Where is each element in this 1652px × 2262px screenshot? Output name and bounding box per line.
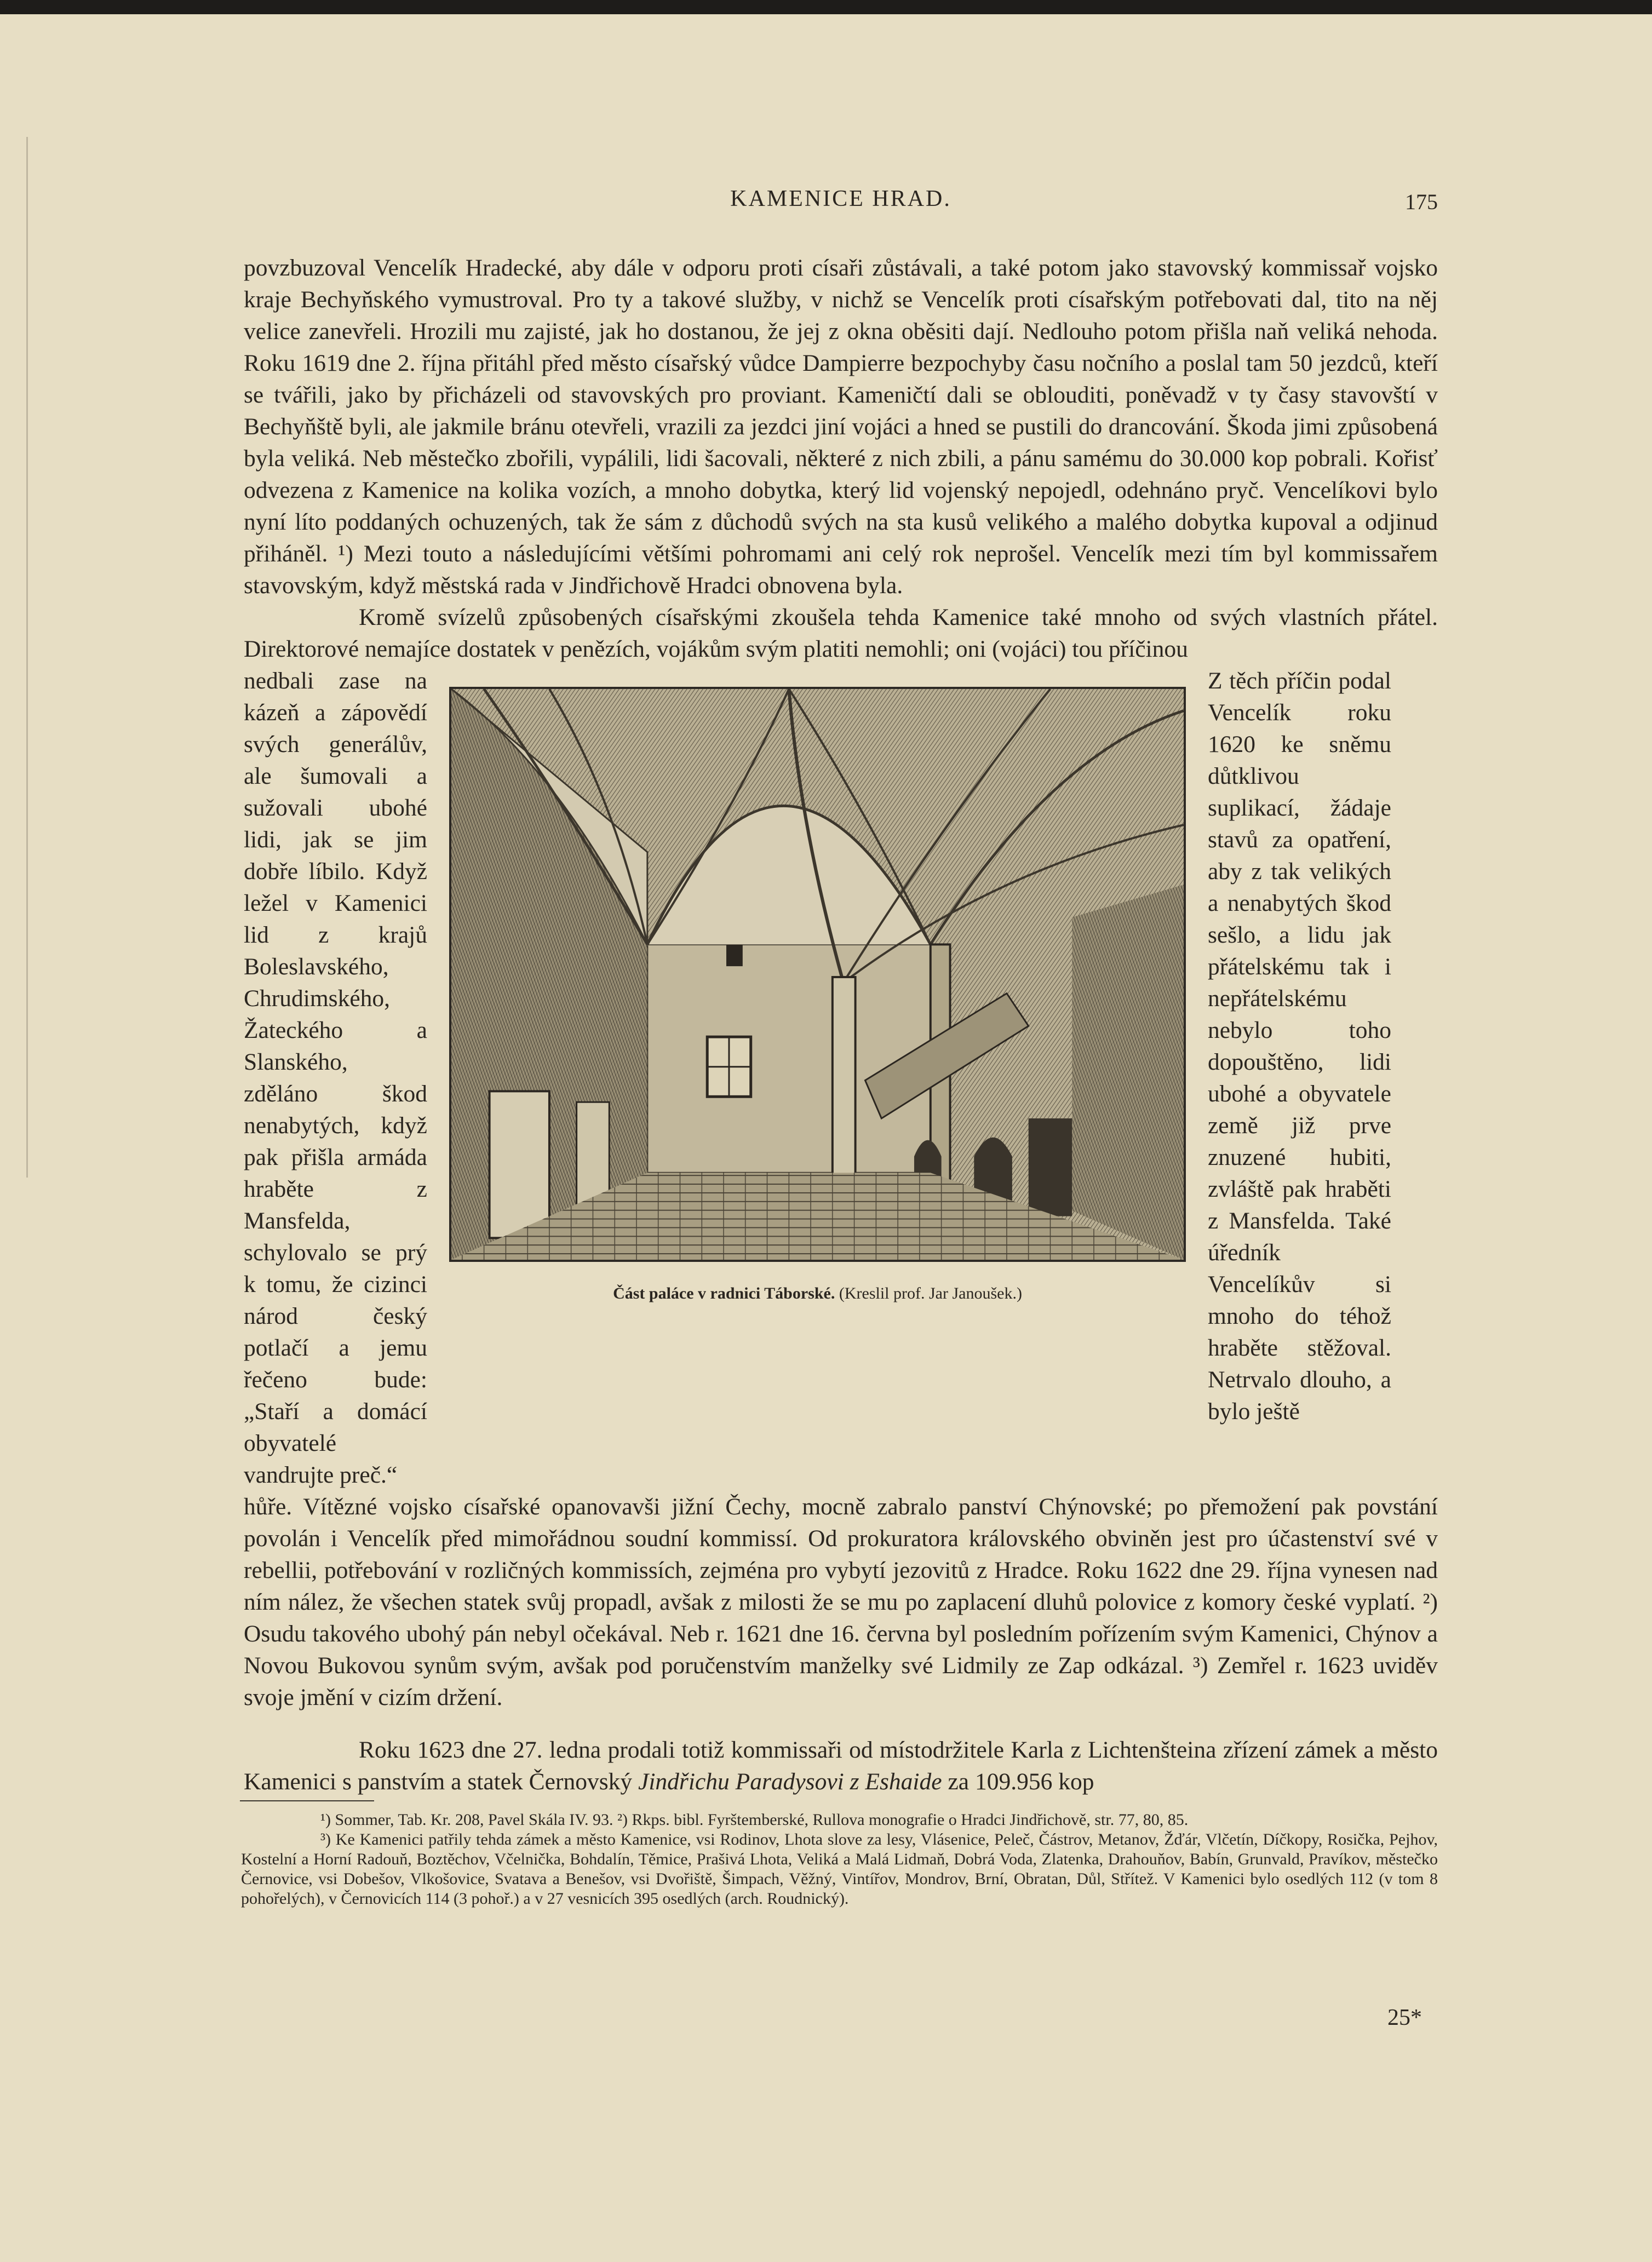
paragraph-3 <box>244 1734 1438 1798</box>
paragraph-1: povzbuzoval Vencelík Hradecké, aby dále v odporu proti císaři zůstávali, a také potom jako stavovský kommissař vojsko kraje Bechyňského vymustroval. Pro ty a takové služby, v nichž se Vencelík proti císařským potřebovati dal, tito na něj velice zanevřeli. Hrozili mu zajisté, jak ho dostanou, že jej z okna oběsiti dají. Nedlouho potom přišla naň veliká nehoda. Roku 1619 dne 2. října přitáhl před město císařský vůdce Dampierre bezpochyby času nočního a poslal tam 50 jezdců, kteří se tvářili, jako by přicházeli od stavovských pro proviant. Kameničtí dali se oblouditi, poněvadž v ty časy stavovští v Bechyňště byli, ale jakmile bránu otevřeli, vrazili za jezdci jiní vojáci a hned se pustili do drancování. Škoda jimi způsobená byla veliká. Neb městečko zbořili, vypálili, lidi šacovali, některé z nich zbili, a pánu samému do 30.000 kop pobrali. Kořisť odvezena z Kamenice na kolika vozích, a mnoho dobytka, který lid vojenský nepojedl, odehnáno pryč. Vencelíkovi bylo nyní líto poddaných ochuzených, tak že sám z důchodů svých na sta kusů velikého a malého dobytka kupoval a odjinud přiháněl. ¹) Mezi touto a následujícími většími pohromami ani celý rok neprošel. Vencelík mezi tím byl kommissařem stavovským, když městská rada v Jindřichově Hradci obnovena byla. <box>244 255 1438 599</box>
caption-credit: (Kreslil prof. Jar Janoušek.) <box>839 1284 1022 1302</box>
footnote-1: ¹) Sommer, Tab. Kr. 208, Pavel Skála IV. 93. ²) Rkps. bibl. Fyrštemberské, Rullova monografie o Hradci Jindřichově, str. 77, 80, 85. <box>320 1811 1189 1829</box>
main-text <box>244 252 1438 1798</box>
paragraph-2-top: Kromě svízelů způsobených císařskými zkoušela tehda Kamenice také mnoho od svých vlastních přátel. Direktorové nemajíce dostatek v penězích, vojákům svým platiti nemohli; oni (vojáci) tou příčinou <box>244 604 1438 662</box>
scan-top-edge <box>0 0 1652 14</box>
vaulted-hall-engraving <box>449 687 1186 1262</box>
page-number: 175 <box>1405 190 1438 214</box>
right-column-text: Z těch příčin podal Vencelík roku 1620 ke sněmu důtklivou suplikací, žádaje stavů za opatření, aby z tak velikých a nenabytých škod sešlo, a lidu jak přátelskému tak i nepřátelskému nebylo toho dopouštěno, lidi ubohé a obyvatele země již prve znuzené hubiti, zvláště pak hraběti z Mansfelda. Také úředník Vencelíkův si mnoho do téhož hraběte stěžoval. Netrvalo dlouho, a bylo ještě <box>1208 668 1391 1425</box>
binding-shadow <box>26 137 28 1178</box>
page-header <box>244 183 1438 216</box>
running-title: KAMENICE HRAD. <box>730 186 951 211</box>
footnotes <box>241 1810 1438 1909</box>
footnote-rule <box>240 1800 374 1801</box>
caption-title: Část paláce v radnici Táborské. <box>613 1284 835 1302</box>
figure-row <box>244 665 1438 1491</box>
paragraph-3-end: za 109.956 kop <box>948 1769 1094 1795</box>
figure-caption <box>449 1283 1186 1305</box>
signature-mark: 25* <box>1387 2005 1422 2030</box>
left-column-text: nedbali zase na kázeň a zápovědí svých generálův, ale šumovali a sužovali ubohé lidi, jak se jim dobře líbilo. Když ležel v Kamenici lid z krajů Boleslavského, Chrudimského, Žateckého a Slanského, zděláno škod nenabytých, když pak přišla armáda hraběte z Mansfelda, schylovalo se prý k tomu, že cizinci národ český potlačí a jemu řečeno bude: „Staří a domácí obyvatelé vandrujte preč.“ <box>244 668 427 1488</box>
footnote-3: ³) Ke Kamenici patřily tehda zámek a město Kamenice, vsi Rodinov, Lhota slove za lesy, Vlásenice, Peleč, Částrov, Metanov, Žďár, Vlčetín, Díčkopy, Rosička, Pejhov, Kostelní a Horní Radouň, Boztěchov, Včelnička, Bohdalín, Těmice, Prašivá Lhota, Veliká a Malá Lidmaň, Dobrá Voda, Zlatenka, Drahouňov, Babín, Grunvald, Pravíkov, městečko Černovice, vsi Dobešov, Vlkošovice, Svatava a Benešov, vsi Dvořiště, Šimpach, Věžný, Vintířov, Mondrov, Brní, Obratan, Důl, Střítež. V Kamenici bylo osedlých 112 (v tom 8 pohořelých), v Černovicích 114 (3 pohoř.) a v 27 vesnicích 395 osedlých (arch. Roudnický). <box>241 1830 1438 1908</box>
paragraph-2-bottom: hůře. Vítězné vojsko císařské opanovavši jižní Čechy, mocně zabralo panství Chýnovské; po přemožení pak povstání povolán i Vencelík před mimořádnou soudní kommissí. Od prokuratora královského obviněn jest pro účastenství své v rebellii, potřebování v rozličných kommissích, zejména pro vybytí jezovitů z Hradce. Roku 1622 dne 29. října vynesen nad ním nález, že všechen statek svůj propadl, avšak z milosti že se mu po zaplacení dluhů polovice z komory české vyplatí. ²) Osudu takového ubohý pán nebyl očekával. Neb r. 1621 dne 16. června byl posledním pořízením svým Kamenici, Chýnov a Novou Bukovou synům svým, avšak pod poručenstvím manželky své Lidmily ze Zap odkázal. ³) Zemřel r. 1623 uviděv svoje jmění v cizím držení. <box>244 1494 1438 1710</box>
figure <box>449 687 1186 1305</box>
paragraph-3-name: Jindřichu Paradysovi z Eshaide <box>638 1769 942 1795</box>
paragraph-3-start: Roku 1623 dne 27. ledna prodali totiž kommissaři od místodržitele Karla z Lichtenšteina zřízení zámek a město Kamenici s panstvím a statek Černovský <box>244 1737 1438 1795</box>
